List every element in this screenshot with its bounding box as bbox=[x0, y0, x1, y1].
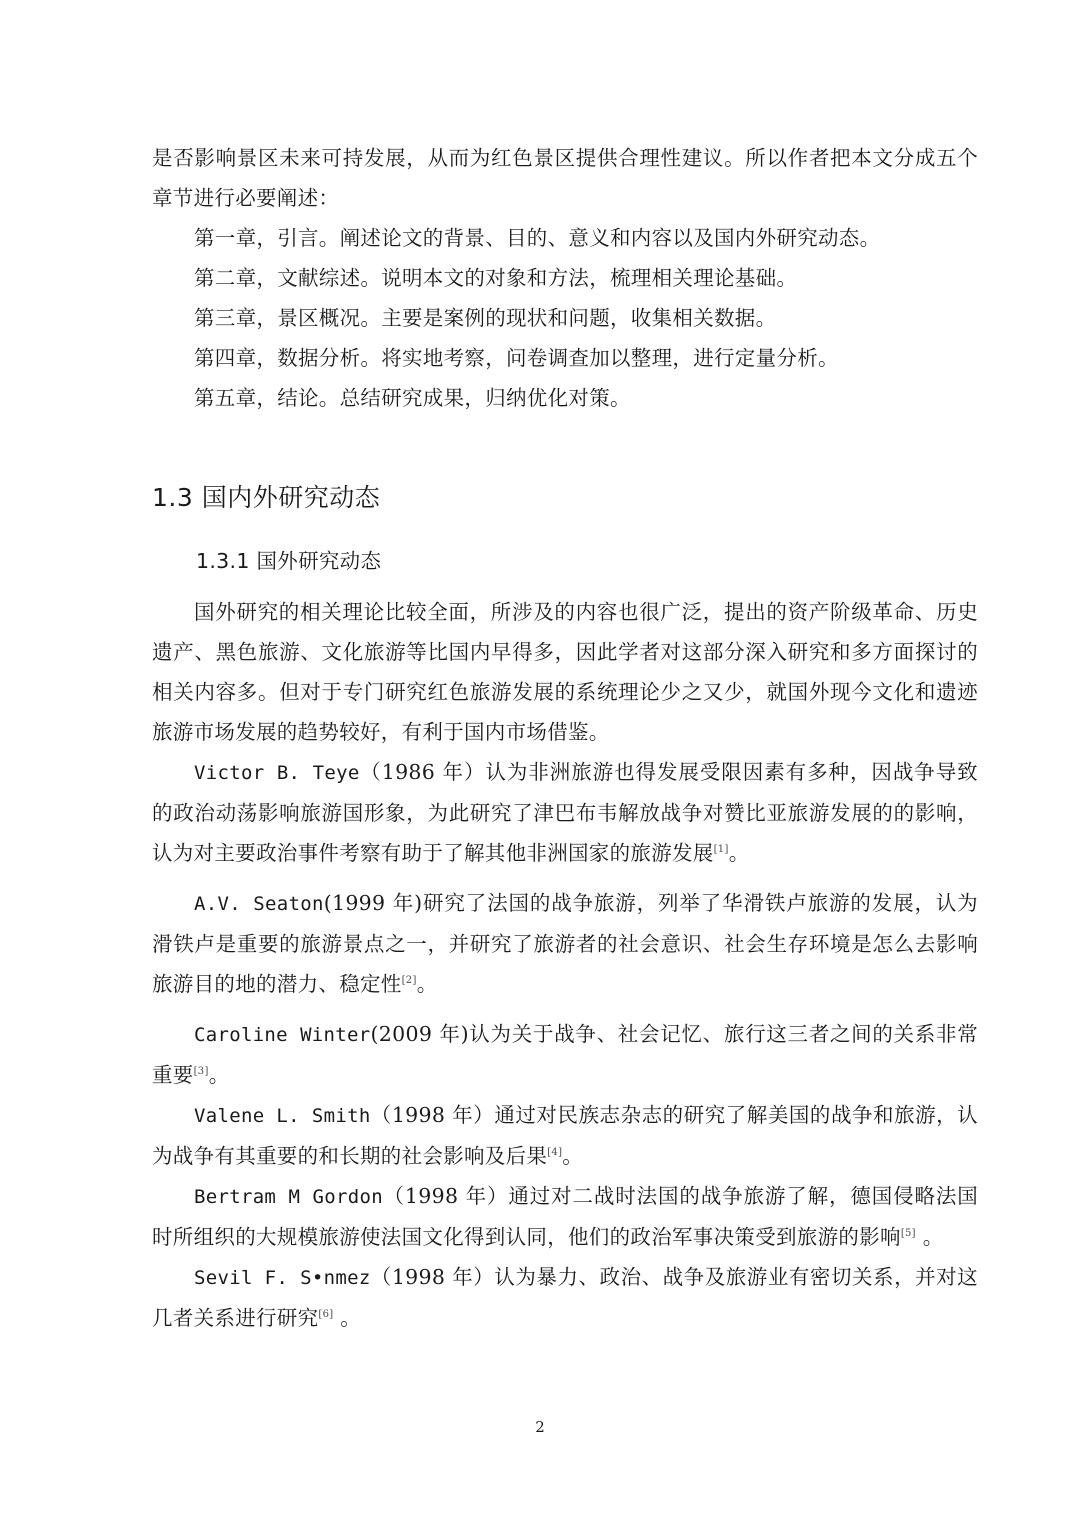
reference-text: （1998 年）通过对二战时法国的战争旅游了解，德国侵略法国时所组织的大规模旅游使法国文化得到认同，他们的政治军事决策受到旅游的影响 bbox=[152, 1184, 978, 1249]
chapter-item-3: 第三章，景区概况。主要是案例的现状和问题，收集相关数据。 bbox=[194, 306, 777, 330]
chapter-item-2: 第二章，文献综述。说明本文的对象和方法，梳理相关理论基础。 bbox=[194, 266, 798, 290]
citation-marker[interactable]: [6] bbox=[318, 1309, 334, 1321]
citation-marker[interactable]: [1] bbox=[713, 844, 729, 856]
reference-paragraph-seaton bbox=[152, 883, 978, 1004]
citation-marker[interactable]: [5] bbox=[900, 1228, 916, 1240]
reference-paragraph-teye bbox=[152, 752, 978, 873]
paragraph-gap bbox=[152, 1004, 978, 1014]
reference-paragraph-winter bbox=[152, 1014, 978, 1095]
reference-paragraph-smith bbox=[152, 1095, 978, 1176]
reference-author: Caroline Winter bbox=[194, 1024, 371, 1046]
reference-author: A.V. Seaton bbox=[194, 893, 324, 915]
reference-end: 。 bbox=[728, 841, 750, 865]
reference-text: （1998 年）认为暴力、政治、战争及旅游业有密切关系，并对这几者关系进行研究 bbox=[152, 1265, 978, 1330]
citation-marker[interactable]: [4] bbox=[547, 1147, 563, 1159]
reference-end: 。 bbox=[562, 1144, 584, 1168]
foreign-overview-paragraph: 国外研究的相关理论比较全面，所涉及的内容也很广泛，提出的资产阶级革命、历史遗产、黑色旅游、文化旅游等比国内早得多，因此学者对这部分深入研究和多方面探讨的相关内容多。但对于专门研究红色旅游发展的系统理论少之又少，就国外现今文化和遗迹旅游市场发展的趋势较好，有利于国内市场借鉴。 bbox=[152, 600, 978, 744]
reference-end: 。 bbox=[416, 972, 438, 996]
intro-block bbox=[152, 138, 978, 418]
reference-paragraph-sonmez bbox=[152, 1257, 978, 1338]
citation-marker[interactable]: [2] bbox=[401, 975, 417, 987]
reference-text: (2009 年)认为关于战争、社会记忆、旅行这三者之间的关系非常重要 bbox=[152, 1022, 978, 1087]
chapter-item-1: 第一章，引言。阐述论文的背景、目的、意义和内容以及国内外研究动态。 bbox=[194, 226, 881, 250]
reference-text: （1998 年）通过对民族志杂志的研究了解美国的战争和旅游，认为战争有其重要的和长期的社会影响及后果 bbox=[152, 1103, 978, 1168]
reference-author: Bertram M Gordon bbox=[194, 1186, 383, 1208]
chapter-item-5: 第五章，结论。总结研究成果，归纳优化对策。 bbox=[194, 386, 631, 410]
citation-marker[interactable]: [3] bbox=[193, 1066, 209, 1078]
chapter-item-4: 第四章，数据分析。将实地考察，问卷调查加以整理，进行定量分析。 bbox=[194, 346, 839, 370]
reference-end: 。 bbox=[208, 1063, 230, 1087]
reference-text: （1986 年）认为非洲旅游也得发展受限因素有多种，因战争导致的政治动荡影响旅游国形象，为此研究了津巴布韦解放战争对赞比亚旅游发展的的影响，认为对主要政治事件考察有助于了解其他非洲国家的旅游发展 bbox=[152, 760, 978, 865]
reference-end: 。 bbox=[915, 1225, 944, 1249]
section-heading: 1.3 国内外研究动态 bbox=[152, 483, 381, 512]
reference-end: 。 bbox=[333, 1306, 362, 1330]
reference-author: Victor B. Teye bbox=[194, 762, 360, 784]
reference-author: Sevil F. S•nmez bbox=[194, 1267, 371, 1289]
paragraph-gap bbox=[152, 873, 978, 883]
foreign-research-block bbox=[152, 592, 978, 1338]
reference-paragraph-gordon bbox=[152, 1176, 978, 1257]
intro-continuation: 是否影响景区未来可持发展，从而为红色景区提供合理性建议。所以作者把本文分成五个章节进行必要阐述： bbox=[152, 146, 978, 210]
page-number: 2 bbox=[535, 1418, 545, 1436]
reference-text: (1999 年)研究了法国的战争旅游，列举了华滑铁卢旅游的发展，认为滑铁卢是重要的旅游景点之一，并研究了旅游者的社会意识、社会生存环境是怎么去影响旅游目的地的潜力、稳定性 bbox=[152, 891, 978, 996]
reference-author: Valene L. Smith bbox=[194, 1105, 371, 1127]
subsection-heading: 1.3.1 国外研究动态 bbox=[196, 549, 382, 573]
